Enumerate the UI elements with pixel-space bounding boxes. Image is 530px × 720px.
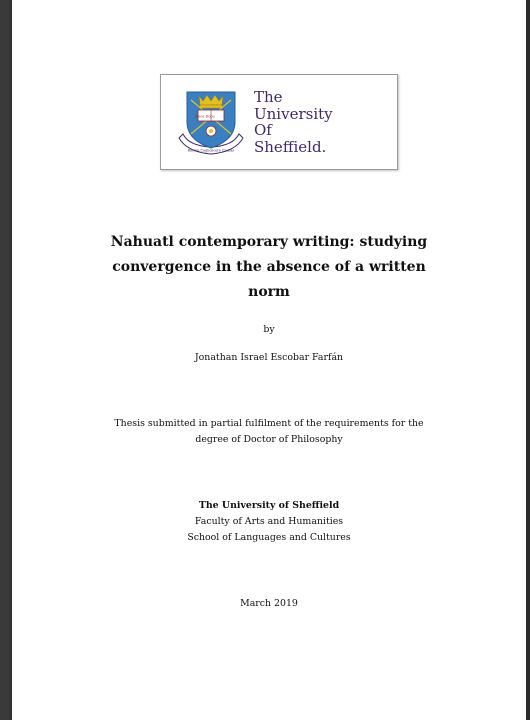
institution-name: The University of Sheffield [198,500,340,511]
title-line-3: norm [248,284,290,300]
thesis-line-1: Thesis submitted in partial fulfilment of the requirements for the [114,418,424,429]
university-logo [160,74,398,170]
crest-ribbon-text: Rerum Cognoscere Causas [187,148,235,153]
viewer-edge [526,0,530,720]
submission-date [12,596,526,612]
thesis-line-2: degree of Doctor of Philosophy [195,434,343,445]
logo-wordmark [254,89,333,155]
thesis-statement [12,416,526,448]
author-text: Jonathan Israel Escobar Farfán [194,352,344,363]
date-text: March 2019 [240,598,298,609]
crest-book-left: Disce Doce [194,114,215,119]
by-label [12,322,526,338]
thesis-title-page [12,0,526,720]
institution-faculty: Faculty of Arts and Humanities [194,516,344,527]
logo-line-4: Sheffield. [254,137,327,156]
institution-block [12,498,526,546]
title-line-1: Nahuatl contemporary writing: studying [110,234,428,250]
title-line-2: convergence in the absence of a written [112,259,426,275]
by-text: by [263,324,275,335]
institution-school: School of Languages and Cultures [187,532,351,543]
university-crest-icon [177,86,245,158]
logo-line-2: University [254,104,333,123]
author-name [12,350,526,366]
thesis-title [12,230,526,305]
logo-line-1: The [254,88,283,106]
logo-line-3: Of [254,121,272,139]
